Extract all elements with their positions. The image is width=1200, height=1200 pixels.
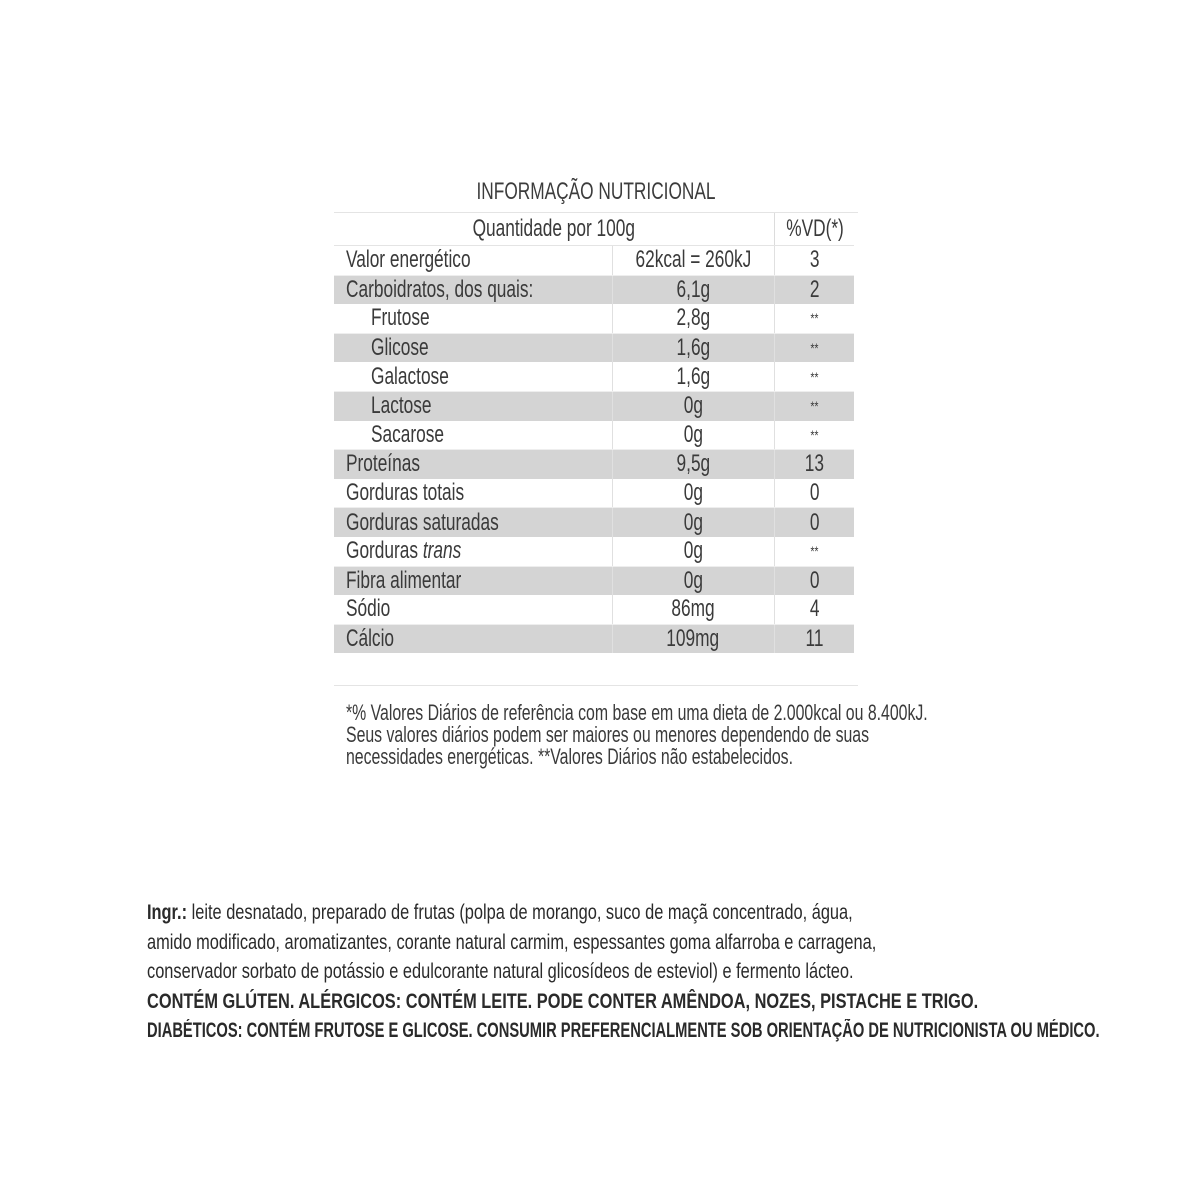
nutrient-name: Sódio bbox=[334, 595, 612, 624]
footnote-line: necessidades energéticas. **Valores Diários não estabelecidos. bbox=[346, 744, 794, 770]
nutrient-amount: 86mg bbox=[612, 595, 774, 624]
nutrient-name: Carboidratos, dos quais: bbox=[334, 275, 612, 304]
nutrient-amount: 0g bbox=[612, 479, 774, 508]
nutrient-amount: 109mg bbox=[612, 624, 774, 653]
nutrient-name: Valor energético bbox=[334, 246, 612, 276]
nutrient-amount: 0g bbox=[612, 537, 774, 566]
nutrient-amount: 0g bbox=[612, 508, 774, 537]
nutrient-vd: ** bbox=[774, 537, 854, 566]
nutrient-name: Sacarose bbox=[334, 421, 612, 450]
nutrient-vd: 3 bbox=[774, 246, 854, 276]
nutrient-amount: 9,5g bbox=[612, 450, 774, 479]
ingredients-line: conservador sorbato de potássio e edulcorante natural glicosídeos de esteviol) e fermento lácteo. bbox=[147, 960, 854, 983]
diabetics-warning: DIABÉTICOS: CONTÉM FRUTOSE E GLICOSE. CONSUMIR PREFERENCIALMENTE SOB ORIENTAÇÃO DE NUTRICIONISTA OU MÉDICO. bbox=[147, 1019, 1100, 1042]
table-row bbox=[334, 246, 854, 276]
ingredients-block bbox=[147, 898, 1100, 1046]
table-row bbox=[334, 595, 854, 624]
nutrient-vd: 0 bbox=[774, 479, 854, 508]
vd-header: %VD(*) bbox=[774, 213, 854, 246]
nutrient-name: Frutose bbox=[334, 304, 612, 333]
nutrient-amount: 2,8g bbox=[612, 304, 774, 333]
table-row bbox=[334, 537, 854, 566]
nutrition-facts-panel bbox=[334, 172, 928, 770]
table-row bbox=[334, 362, 854, 391]
nutrient-name: Gorduras saturadas bbox=[334, 508, 612, 537]
nutrient-name: Cálcio bbox=[334, 624, 612, 653]
ingredients-line: Ingr.: leite desnatado, preparado de frutas (polpa de morango, suco de maçã concentrado, água, bbox=[147, 901, 853, 924]
nutrient-vd: 4 bbox=[774, 595, 854, 624]
ingredients-line: amido modificado, aromatizantes, corante natural carmim, espessantes goma alfarroba e carragena, bbox=[147, 930, 877, 954]
nutrient-amount: 1,6g bbox=[612, 333, 774, 362]
nutrient-vd: ** bbox=[774, 304, 854, 333]
footnote-line: *% Valores Diários de referência com base em uma dieta de 2.000kcal ou 8.400kJ. bbox=[346, 700, 928, 726]
nutrient-amount: 1,6g bbox=[612, 362, 774, 391]
table-row bbox=[334, 450, 854, 479]
allergens-warning: CONTÉM GLÚTEN. ALÉRGICOS: CONTÉM LEITE. PODE CONTER AMÊNDOA, NOZES, PISTACHE E TRIGO. bbox=[147, 989, 979, 1013]
table-row bbox=[334, 508, 854, 537]
table-row bbox=[334, 479, 854, 508]
nutrient-vd: 0 bbox=[774, 566, 854, 595]
nutrient-vd: ** bbox=[774, 333, 854, 362]
nutrient-vd: 13 bbox=[774, 450, 854, 479]
nutrient-name: Galactose bbox=[334, 362, 612, 391]
nutrient-vd: 0 bbox=[774, 508, 854, 537]
table-bottom-rule bbox=[334, 653, 858, 686]
nutrient-name: Lactose bbox=[334, 391, 612, 420]
nutrition-table-header bbox=[334, 213, 854, 246]
nutrient-amount: 62kcal = 260kJ bbox=[612, 246, 774, 276]
nutrient-amount: 0g bbox=[612, 421, 774, 450]
nutrient-name: Proteínas bbox=[334, 450, 612, 479]
nutrient-amount: 0g bbox=[612, 391, 774, 420]
table-row bbox=[334, 624, 854, 653]
nutrition-footnote bbox=[334, 700, 928, 770]
nutrition-table bbox=[334, 213, 854, 653]
nutrient-name: Gorduras trans bbox=[334, 537, 612, 566]
ingredients-label: Ingr.: bbox=[147, 901, 188, 924]
nutrient-name: Fibra alimentar bbox=[334, 566, 612, 595]
nutrient-vd: ** bbox=[774, 421, 854, 450]
nutrition-table-title: INFORMAÇÃO NUTRICIONAL bbox=[334, 172, 858, 213]
nutrient-name: Glicose bbox=[334, 333, 612, 362]
quantity-header: Quantidade por 100g bbox=[334, 213, 774, 246]
nutrient-amount: 0g bbox=[612, 566, 774, 595]
nutrient-vd: 2 bbox=[774, 275, 854, 304]
table-row bbox=[334, 421, 854, 450]
table-row bbox=[334, 304, 854, 333]
nutrient-vd: ** bbox=[774, 362, 854, 391]
footnote-line: Seus valores diários podem ser maiores ou menores dependendo de suas bbox=[346, 722, 870, 748]
table-row bbox=[334, 391, 854, 420]
nutrient-amount: 6,1g bbox=[612, 275, 774, 304]
table-row bbox=[334, 333, 854, 362]
nutrient-name: Gorduras totais bbox=[334, 479, 612, 508]
table-row bbox=[334, 566, 854, 595]
nutrient-vd: 11 bbox=[774, 624, 854, 653]
nutrient-vd: ** bbox=[774, 391, 854, 420]
table-row bbox=[334, 275, 854, 304]
